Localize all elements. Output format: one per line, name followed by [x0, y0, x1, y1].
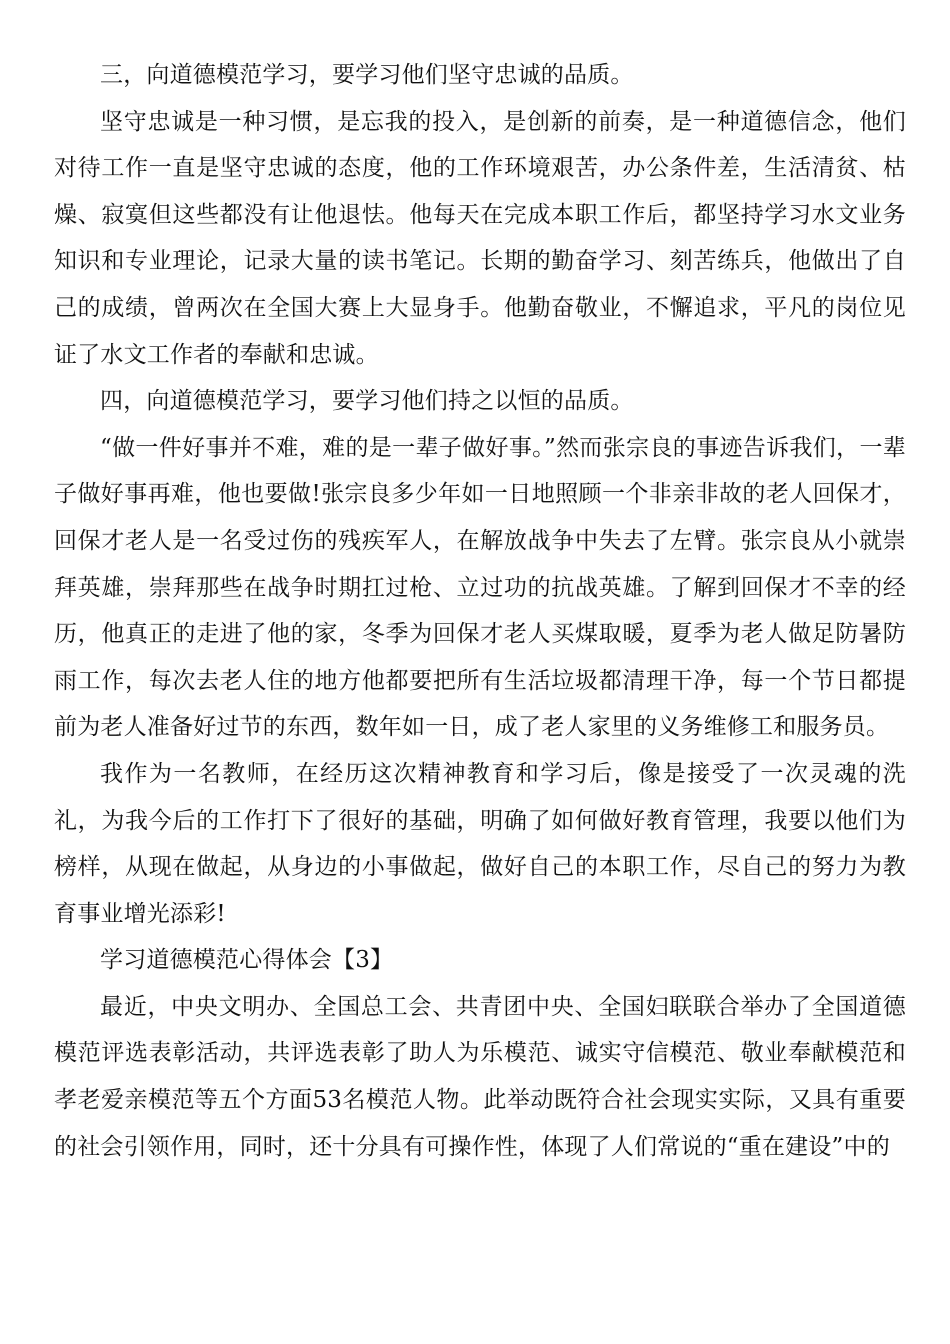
- section-title: 学习道德模范心得体会【3】: [100, 947, 394, 974]
- document-page: [54, 52, 906, 1170]
- heading-paragraph-3: 三，向道德模范学习，要学习他们坚守忠诚的品质。: [100, 62, 634, 88]
- heading-paragraph-4: 四，向道德模范学习，要学习他们持之以恒的品质。: [100, 388, 634, 415]
- body-paragraph-recent: 最近，中央文明办、全国总工会、共青团中央、全国妇联联合举办了全国道德模范评选表彰活动，共评选表彰了助人为乐模范、诚实守信模范、敬业奉献模范和孝老爱亲模范等五个方面53名模范人物。此举动既符合社会现实实际，又具有重要的社会引领作用，同时，还十分具有可操作性，体现了人们常说的“重在建设”中的: [54, 993, 906, 1160]
- body-paragraph-zhang-zongliang: “做一件好事并不难，难的是一辈子做好事。”然而张宗良的事迹告诉我们，一辈子做好事再难，他也要做!张宗良多少年如一日地照顾一个非亲非故的老人回保才，回保才老人是一名受过伤的残疾军人，在解放战争中失去了左臂。张宗良从小就崇拜英雄，崇拜那些在战争时期扛过枪、立过功的抗战英雄。了解到回保才不幸的经历，他真正的走进了他的家，冬季为回保才老人买煤取暖，夏季为老人做足防暑防雨工作，每次去老人住的地方他都要把所有生活垃圾都清理干净，每一个节日都提前为老人准备好过节的东西，数年如一日，成了老人家里的义务维修工和服务员。: [54, 434, 906, 741]
- body-paragraph-teacher: 我作为一名教师，在经历这次精神教育和学习后，像是接受了一次灵魂的洗礼，为我今后的工作打下了很好的基础，明确了如何做好教育管理，我要以他们为榜样，从现在做起，从身边的小事做起，做好自己的本职工作，尽自己的努力为教育事业增光添彩!: [54, 760, 906, 927]
- body-paragraph-loyalty: 坚守忠诚是一种习惯，是忘我的投入，是创新的前奏，是一种道德信念，他们对待工作一直是坚守忠诚的态度，他的工作环境艰苦，办公条件差，生活清贫、枯燥、寂寞但这些都没有让他退怯。他每天在完成本职工作后，都坚持学习水文业务知识和专业理论，记录大量的读书笔记。长期的勤奋学习、刻苦练兵，他做出了自己的成绩，曾两次在全国大赛上大显身手。他勤奋敬业，不懈追求，平凡的岗位见证了水文工作者的奉献和忠诚。: [54, 108, 906, 368]
